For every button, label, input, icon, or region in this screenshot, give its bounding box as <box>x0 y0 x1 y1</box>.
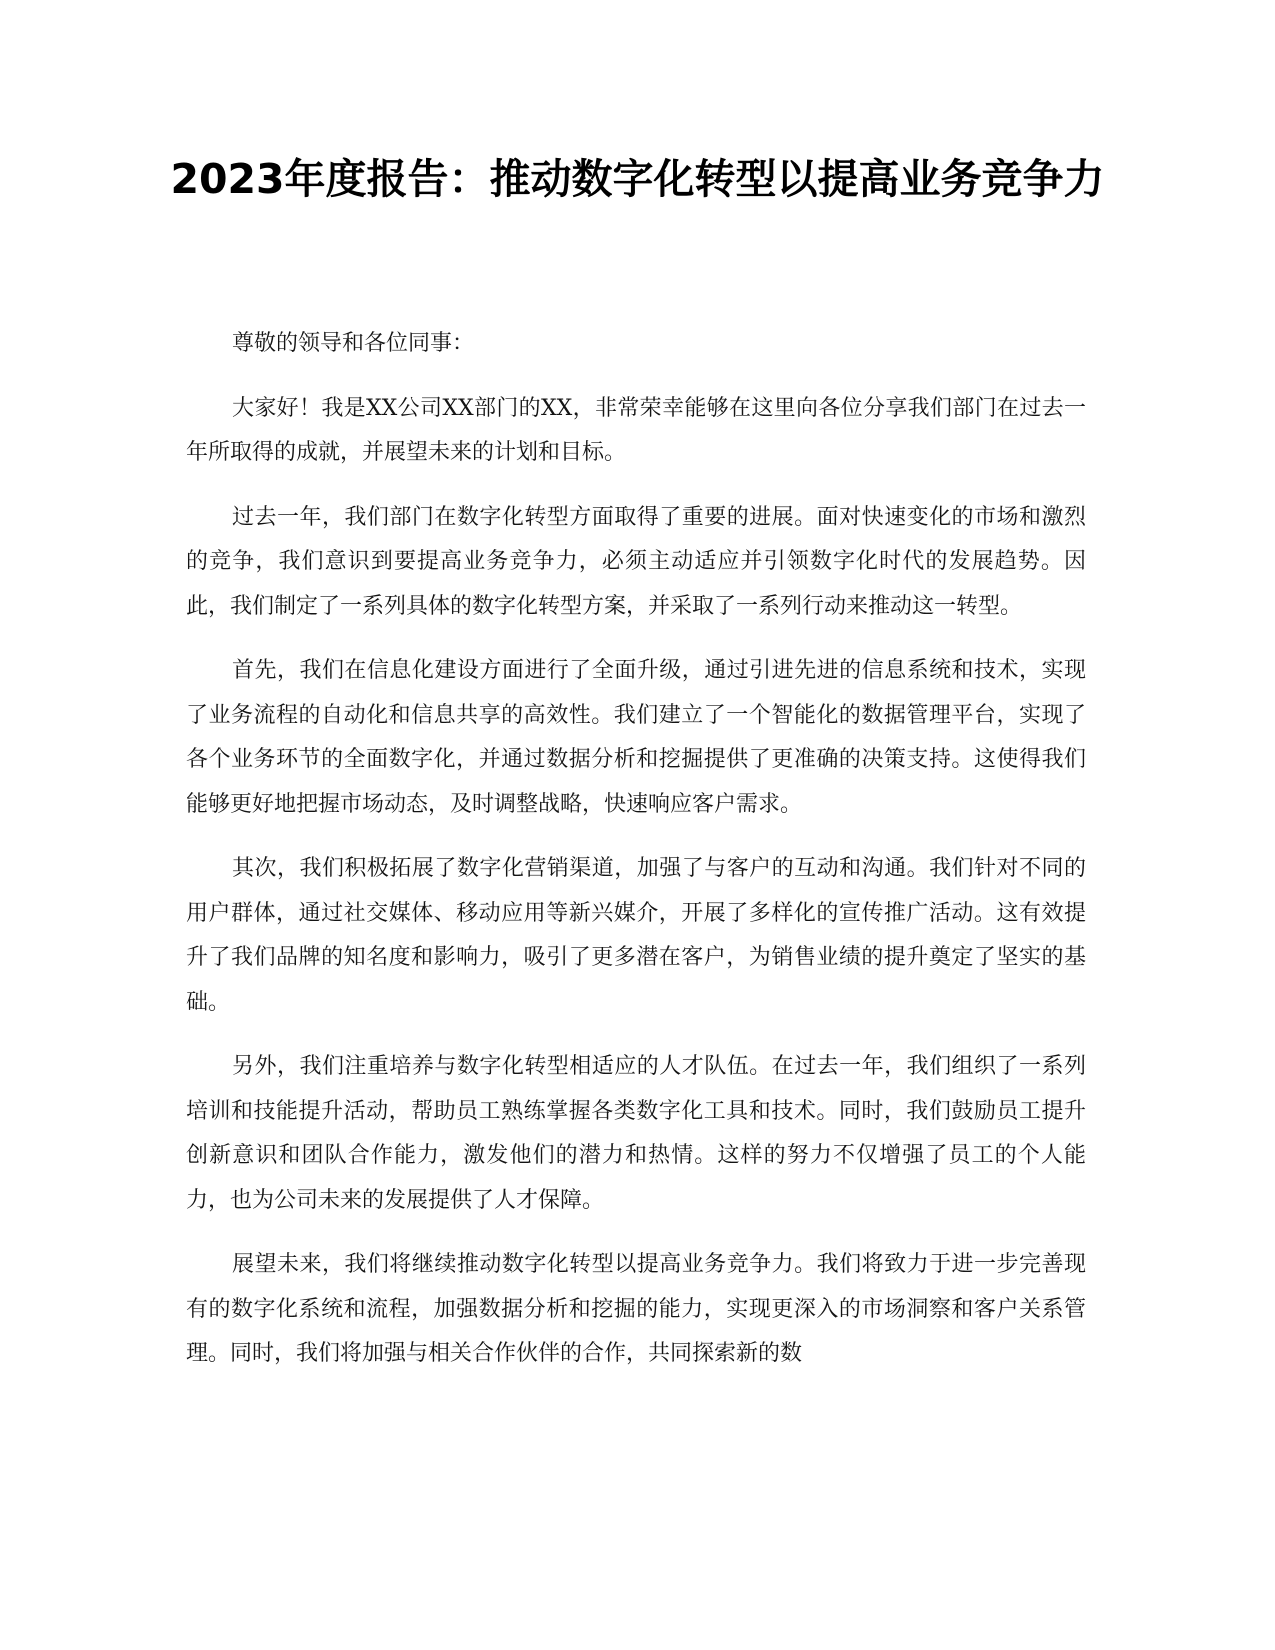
paragraph-informatization: 首先，我们在信息化建设方面进行了全面升级，通过引进先进的信息系统和技术，实现了业务流程的自动化和信息共享的高效性。我们建立了一个智能化的数据管理平台，实现了各个业务环节的全面数字化，并通过数据分析和挖掘提供了更准确的决策支持。这使得我们能够更好地把握市场动态，及时调整战略，快速响应客户需求。 <box>186 658 1086 817</box>
paragraph-marketing: 其次，我们积极拓展了数字化营销渠道，加强了与客户的互动和沟通。我们针对不同的用户群体，通过社交媒体、移动应用等新兴媒介，开展了多样化的宣传推广活动。这有效提升了我们品牌的知名度和影响力，吸引了更多潜在客户，为销售业绩的提升奠定了坚实的基础。 <box>186 856 1086 1015</box>
document-title: 2023年度报告：推动数字化转型以提高业务竞争力 <box>170 155 1105 203</box>
paragraph-talent: 另外，我们注重培养与数字化转型相适应的人才队伍。在过去一年，我们组织了一系列培训和技能提升活动，帮助员工熟练掌握各类数字化工具和技术。同时，我们鼓励员工提升创新意识和团队合作能力，激发他们的潜力和热情。这样的努力不仅增强了员工的个人能力，也为公司未来的发展提供了人才保障。 <box>186 1054 1086 1213</box>
document-body <box>186 322 1086 1397</box>
paragraph-progress: 过去一年，我们部门在数字化转型方面取得了重要的进展。面对快速变化的市场和激烈的竞争，我们意识到要提高业务竞争力，必须主动适应并引领数字化时代的发展趋势。因此，我们制定了一系列具体的数字化转型方案，并采取了一系列行动来推动这一转型。 <box>186 504 1086 619</box>
paragraph-outlook: 展望未来，我们将继续推动数字化转型以提高业务竞争力。我们将致力于进一步完善现有的数字化系统和流程，加强数据分析和挖掘的能力，实现更深入的市场洞察和客户关系管理。同时，我们将加强与相关合作伙伴的合作，共同探索新的数 <box>186 1252 1086 1366</box>
paragraph-salutation: 尊敬的领导和各位同事： <box>232 331 475 356</box>
paragraph-greeting: 大家好！我是XX公司XX部门的XX，非常荣幸能够在这里向各位分享我们部门在过去一年所取得的成就，并展望未来的计划和目标。 <box>186 395 1086 465</box>
